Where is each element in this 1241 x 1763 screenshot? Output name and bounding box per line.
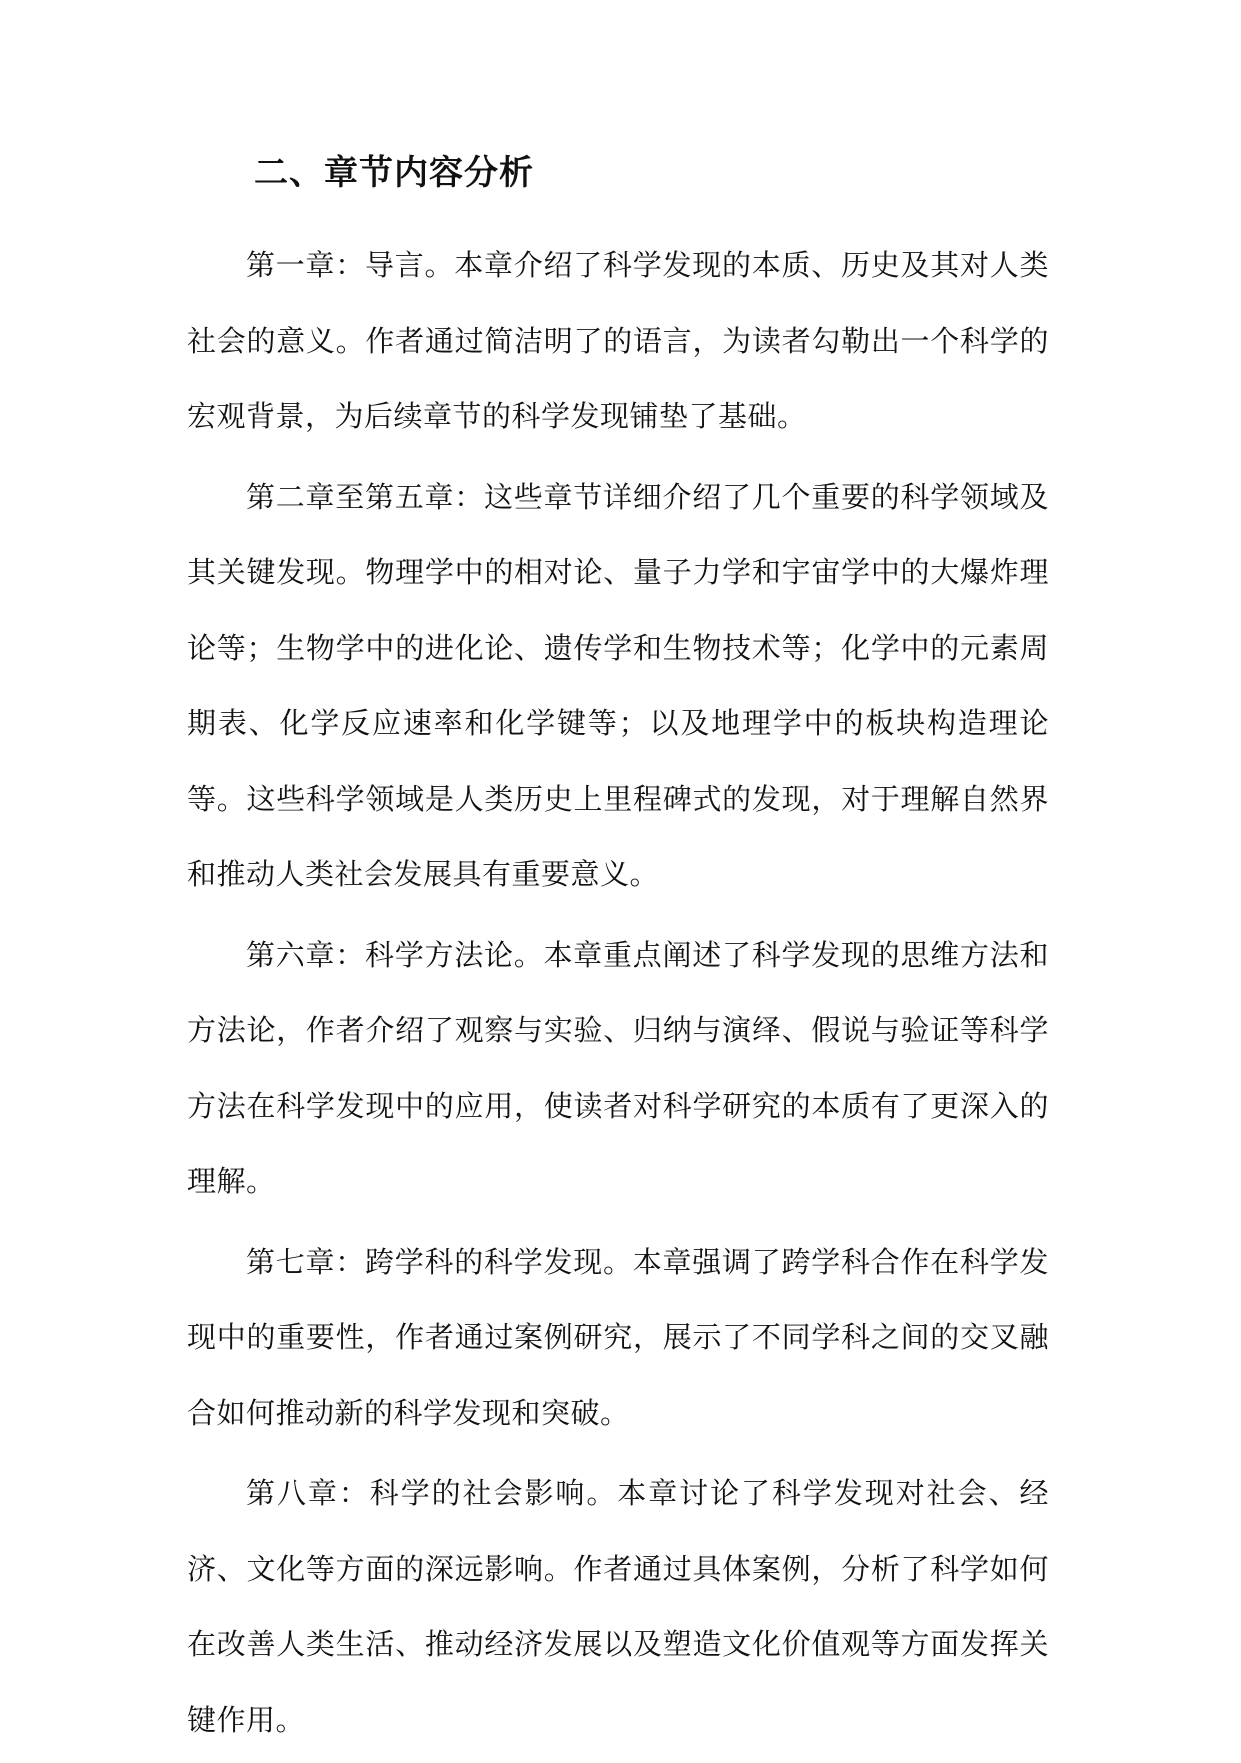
paragraph-chapter-6: 第六章：科学方法论。本章重点阐述了科学发现的思维方法和方法论，作者介绍了观察与实验、归纳与演绎、假说与验证等科学方法在科学发现中的应用，使读者对科学研究的本质有了更深入的理解。 — [187, 937, 1049, 1198]
body-text — [187, 228, 1049, 1763]
paragraph-chapter-8: 第八章：科学的社会影响。本章讨论了科学发现对社会、经济、文化等方面的深远影响。作者通过具体案例，分析了科学如何在改善人类生活、推动经济发展以及塑造文化价值观等方面发挥关键作用。 — [187, 1476, 1049, 1737]
paragraph-chapter-2-5: 第二章至第五章：这些章节详细介绍了几个重要的科学领域及其关键发现。物理学中的相对论、量子力学和宇宙学中的大爆炸理论等；生物学中的进化论、遗传学和生物技术等；化学中的元素周期表、化学反应速率和化学键等；以及地理学中的板块构造理论等。这些科学领域是人类历史上里程碑式的发现，对于理解自然界和推动人类社会发展具有重要意义。 — [187, 479, 1049, 891]
section-heading: 二、章节内容分析 — [254, 153, 534, 193]
paragraph-chapter-1: 第一章：导言。本章介绍了科学发现的本质、历史及其对人类社会的意义。作者通过简洁明了的语言，为读者勾勒出一个科学的宏观背景，为后续章节的科学发现铺垫了基础。 — [187, 248, 1049, 433]
paragraph-chapter-7: 第七章：跨学科的科学发现。本章强调了跨学科合作在科学发现中的重要性，作者通过案例研究，展示了不同学科之间的交叉融合如何推动新的科学发现和突破。 — [187, 1244, 1049, 1430]
